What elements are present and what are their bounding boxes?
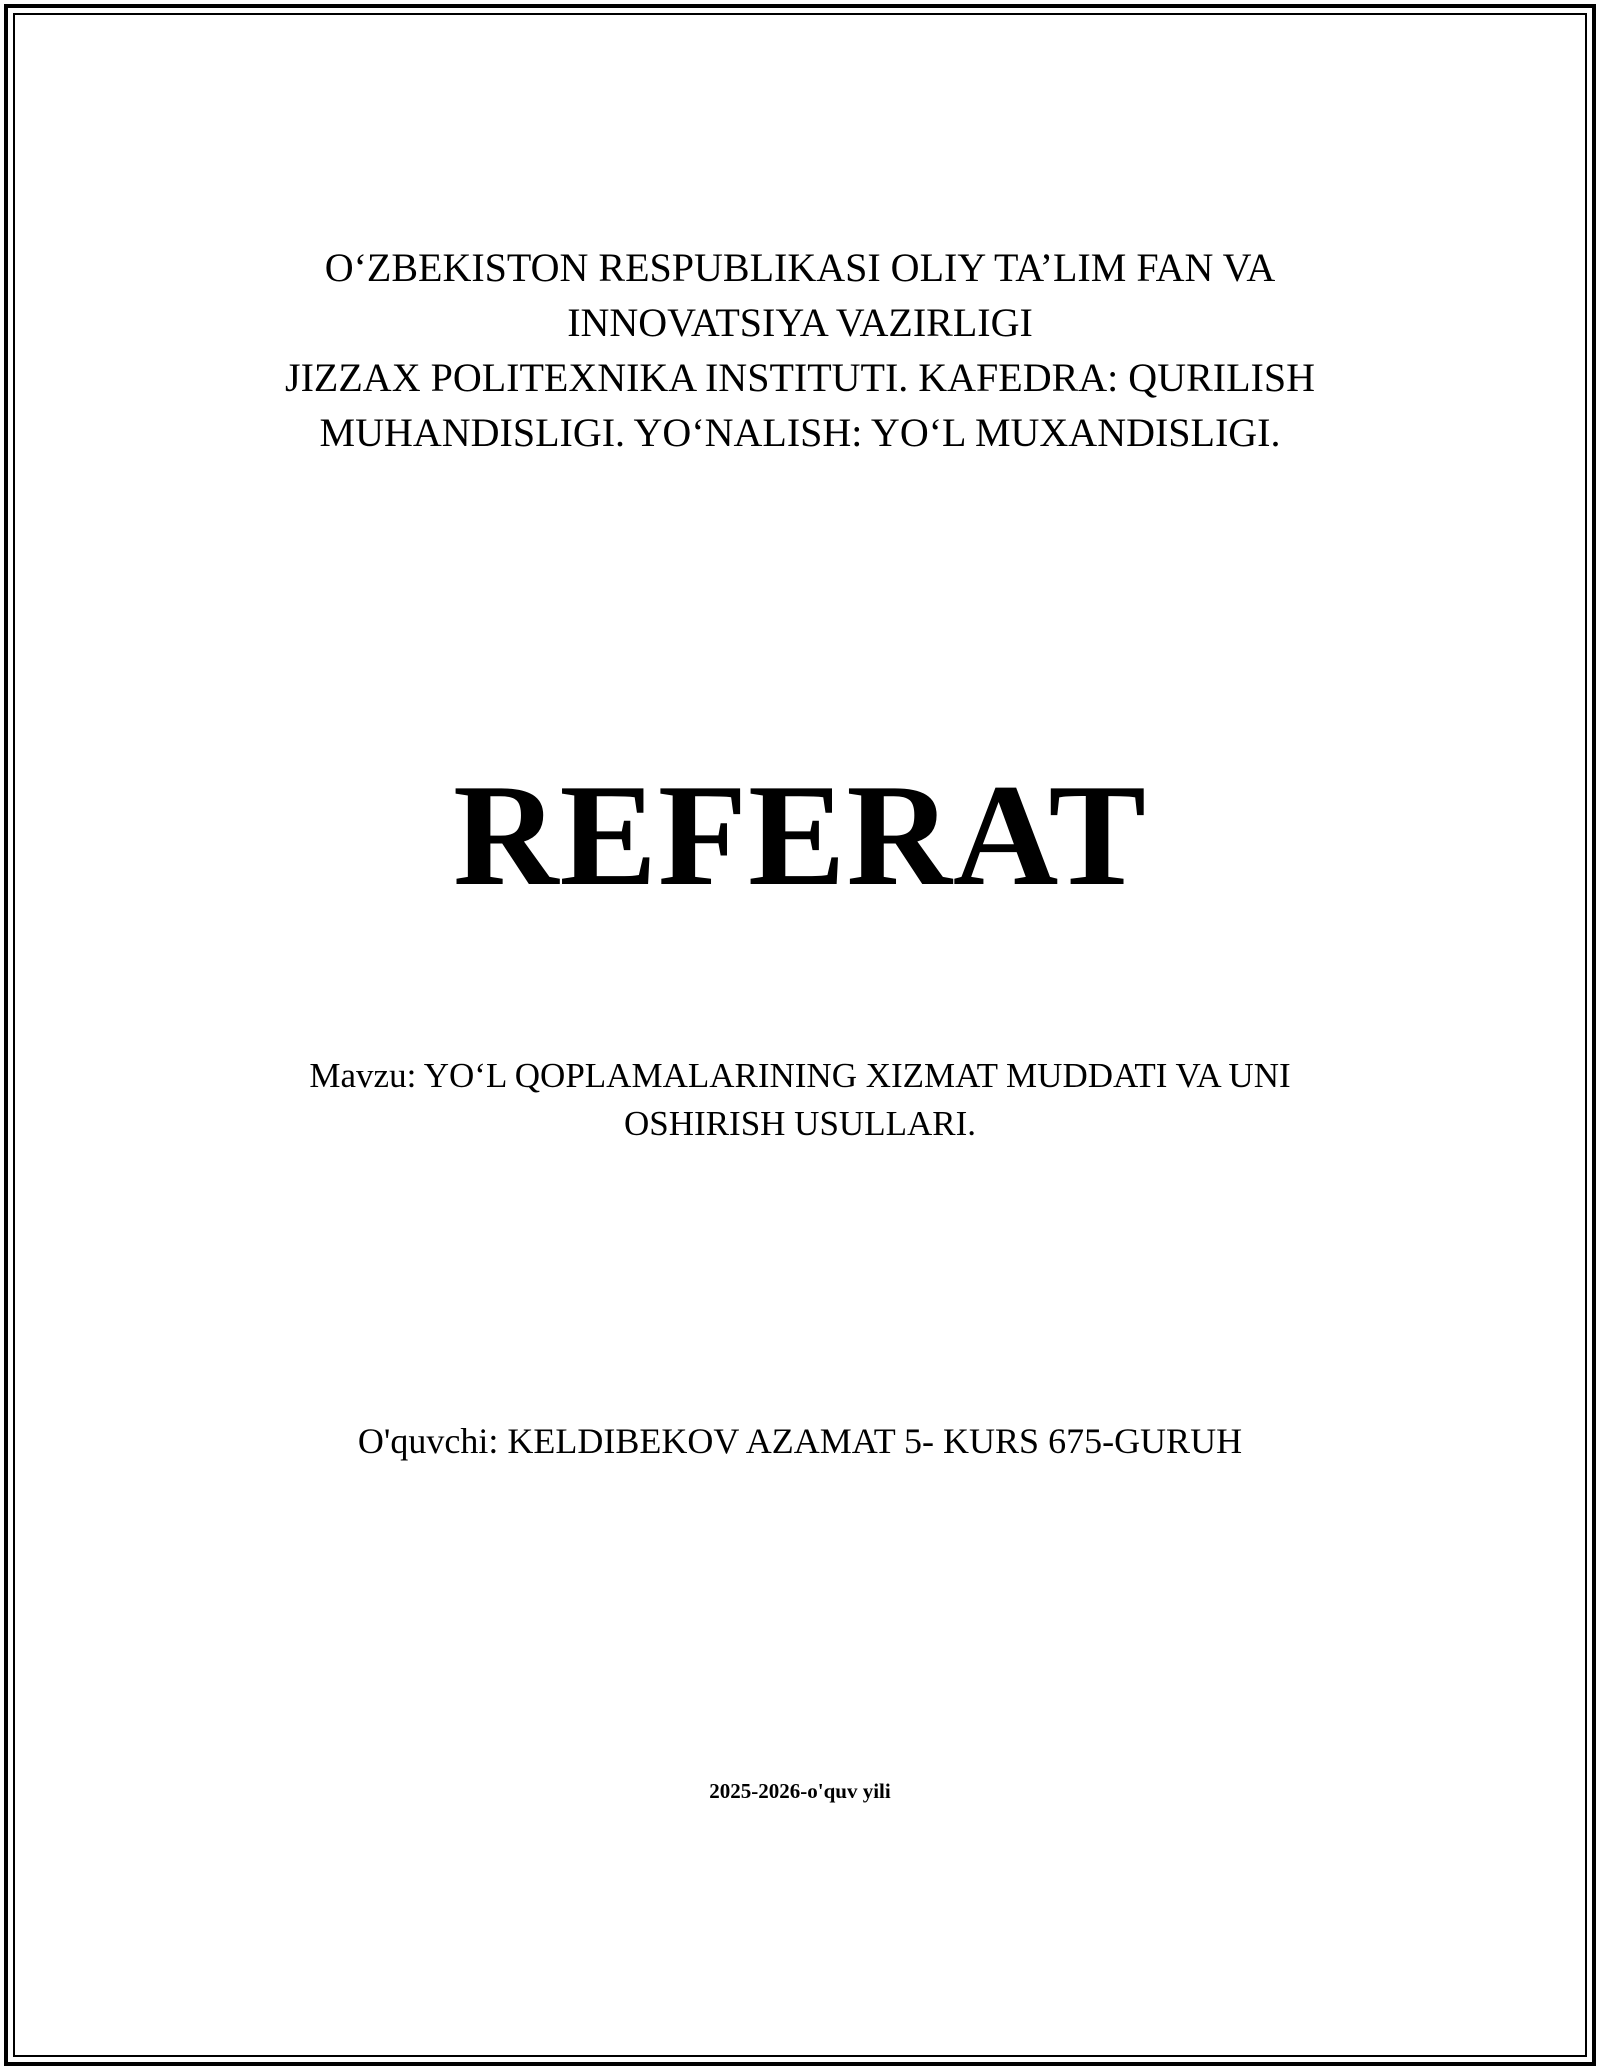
header-line: O‘ZBEKISTON RESPUBLIKASI OLIY TA’LIM FAN VA [324,245,1276,290]
topic-text [0,1052,1600,1148]
header-line: INNOVATSIYA VAZIRLIGI [567,300,1033,345]
document-title: REFERAT [453,754,1147,916]
header-line: MUHANDISLIGI. YO‘NALISH: YO‘L MUXANDISLIGI. [319,410,1281,455]
topic-line: Mavzu: YO‘L QOPLAMALARINING XIZMAT MUDDATI VA UNI [309,1056,1291,1095]
institution-header [0,240,1600,460]
student-info: O'quvchi: KELDIBEKOV AZAMAT 5- KURS 675-GURUH [357,1421,1243,1461]
header-line: JIZZAX POLITEXNIKA INSTITUTI. KAFEDRA: QURILISH [285,355,1315,400]
academic-year: 2025-2026-o'quv yili [709,1779,891,1803]
topic-line: OSHIRISH USULLARI. [624,1104,976,1143]
